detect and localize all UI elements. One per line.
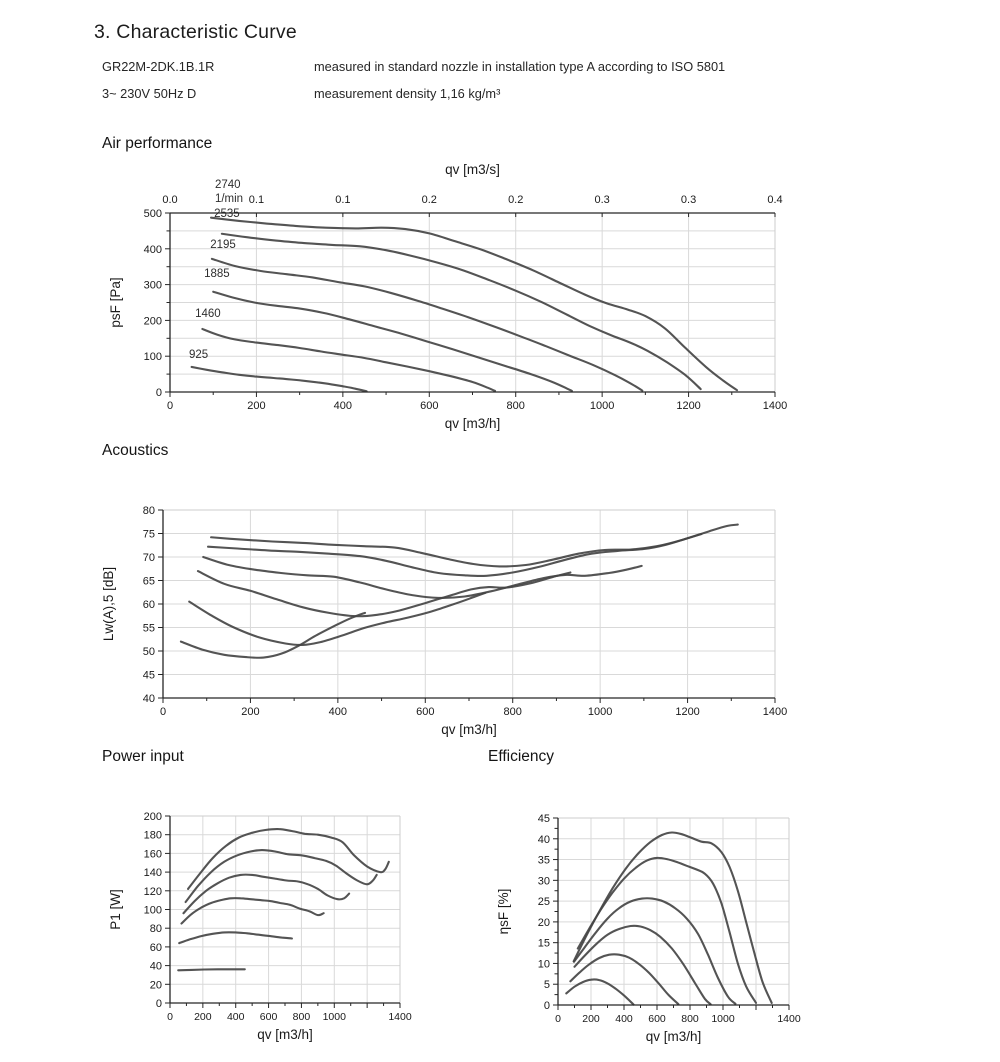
svg-text:30: 30 [537,875,550,888]
svg-text:1885: 1885 [204,268,230,281]
x-axis-title: qv [m3/h] [645,1029,702,1044]
acoustics-chart [90,458,820,755]
svg-text:200: 200 [194,1011,212,1023]
curve-1885rpm [198,571,570,616]
y-tick-labels [144,208,162,399]
data-curves [181,525,738,658]
axes [558,818,789,1005]
y-tick-labels [143,505,155,705]
svg-text:0: 0 [167,1011,173,1023]
svg-text:160: 160 [143,848,162,861]
curve-1885rpm [213,292,572,391]
x-axis-title: qv [m3/h] [441,722,497,737]
tick-marks [165,816,400,1008]
curve-925rpm [566,979,633,1004]
svg-text:0.1: 0.1 [248,194,265,206]
acoustics-chart-canvas [90,458,820,750]
svg-text:0.2: 0.2 [508,194,524,206]
svg-text:400: 400 [333,400,353,412]
svg-text:1000: 1000 [711,1013,735,1025]
efficiency-chart-canvas [486,780,821,1062]
svg-text:0.0: 0.0 [162,194,178,206]
curve-925rpm [192,367,367,391]
svg-text:1/min: 1/min [214,192,244,205]
svg-text:80: 80 [142,505,155,517]
svg-text:200: 200 [247,400,266,412]
data-curves [192,218,737,392]
y-axis-title: ηsF [%] [496,888,511,935]
svg-text:20: 20 [149,979,162,992]
section-heading-air-performance: Air performance [102,135,213,152]
svg-text:600: 600 [420,400,439,412]
x-tick-labels [167,400,787,412]
svg-text:35: 35 [537,854,550,867]
svg-text:25: 25 [537,896,550,909]
gridlines [170,816,400,1003]
svg-text:800: 800 [292,1011,311,1023]
svg-text:1400: 1400 [762,400,788,412]
svg-text:40: 40 [537,833,550,846]
model-number: GR22M-2DK.1B.1R [102,59,215,74]
svg-text:80: 80 [149,923,162,936]
curve-2535rpm [222,234,701,389]
svg-text:60: 60 [149,941,162,954]
y-axis-title: Lw(A),5 [dB] [101,566,116,642]
svg-text:0: 0 [555,1013,561,1025]
page-title: 3. Characteristic Curve [94,21,297,44]
svg-text:45: 45 [537,813,550,825]
svg-text:800: 800 [681,1013,699,1025]
svg-text:600: 600 [416,706,435,718]
svg-text:1000: 1000 [589,400,615,412]
svg-text:1460: 1460 [195,308,221,321]
svg-text:0: 0 [543,1000,550,1012]
svg-text:0: 0 [159,706,167,718]
svg-text:140: 140 [143,867,162,880]
svg-text:20: 20 [537,916,550,929]
svg-text:1400: 1400 [388,1011,412,1023]
svg-text:2740: 2740 [214,178,241,191]
svg-text:400: 400 [226,1011,245,1023]
svg-text:0.3: 0.3 [680,194,697,206]
svg-text:0.2: 0.2 [421,194,437,206]
svg-text:5: 5 [543,979,550,992]
svg-text:1000: 1000 [322,1011,346,1023]
y-axis-title: psF [Pa] [108,277,123,328]
data-curves [178,829,389,970]
top-axis-title: qv [m3/s] [445,162,500,177]
svg-text:180: 180 [143,829,162,842]
density-note: measurement density 1,16 kg/m³ [314,86,501,101]
power-chart-canvas [100,780,435,1062]
air-chart-canvas [90,160,820,442]
svg-text:925: 925 [189,348,209,361]
svg-text:400: 400 [143,243,162,256]
svg-text:600: 600 [259,1011,278,1023]
svg-text:100: 100 [143,351,162,364]
svg-text:2535: 2535 [214,207,240,220]
svg-text:70: 70 [142,552,155,564]
svg-text:0: 0 [155,387,162,399]
svg-text:120: 120 [143,885,162,898]
x-tick-labels [167,1011,412,1023]
y-tick-labels [538,813,550,1012]
svg-text:55: 55 [142,622,155,635]
svg-text:1400: 1400 [777,1013,801,1025]
svg-text:65: 65 [142,575,155,588]
curve-2195rpm [183,875,349,914]
svg-text:600: 600 [648,1013,666,1025]
svg-text:60: 60 [142,599,155,611]
y-tick-labels [144,811,162,1010]
curve-925rpm [178,969,245,970]
svg-text:800: 800 [503,706,522,718]
svg-text:40: 40 [149,960,162,973]
svg-text:500: 500 [143,208,162,220]
svg-text:75: 75 [142,528,155,541]
svg-text:15: 15 [537,937,550,950]
svg-text:200: 200 [582,1013,600,1025]
svg-text:800: 800 [506,400,525,412]
efficiency-chart [486,780,821,1062]
svg-text:200: 200 [143,315,162,328]
x-tick-labels [160,706,787,718]
svg-text:100: 100 [143,904,162,917]
svg-text:40: 40 [142,693,155,705]
svg-text:10: 10 [537,958,550,971]
svg-text:0: 0 [166,400,174,412]
svg-text:1200: 1200 [675,706,700,718]
section-heading-acoustics: Acoustics [102,442,169,459]
svg-text:0: 0 [155,998,162,1010]
svg-text:200: 200 [143,811,162,823]
gridlines [558,818,789,1005]
x-axis-title: qv [m3/h] [444,416,501,431]
section-heading-power-input: Power input [102,748,184,765]
svg-text:50: 50 [142,646,155,658]
svg-text:0.1: 0.1 [335,194,351,206]
section-heading-efficiency: Efficiency [488,748,555,765]
power-input-chart [100,780,435,1062]
top-axis [162,162,782,217]
y-axis-title: P1 [W] [108,889,123,930]
svg-text:0.3: 0.3 [594,194,610,206]
svg-text:400: 400 [615,1013,633,1025]
data-curves [566,832,771,1004]
svg-text:45: 45 [142,669,155,682]
x-tick-labels [555,1013,801,1025]
svg-text:0.4: 0.4 [767,194,783,206]
svg-text:300: 300 [143,279,162,292]
curve-2740rpm [211,218,737,391]
electrical-spec: 3~ 230V 50Hz D [102,86,197,101]
x-axis-title: qv [m3/h] [257,1027,313,1042]
svg-text:1200: 1200 [676,400,701,412]
svg-text:1400: 1400 [762,706,788,718]
svg-text:200: 200 [241,706,260,718]
curve-2195rpm [203,557,641,598]
air-performance-chart [90,160,820,447]
gridlines [163,510,775,698]
svg-text:2195: 2195 [210,239,236,252]
svg-text:1000: 1000 [587,706,613,718]
svg-text:400: 400 [328,706,348,718]
measurement-note: measured in standard nozzle in installation type A according to ISO 5801 [314,59,726,74]
